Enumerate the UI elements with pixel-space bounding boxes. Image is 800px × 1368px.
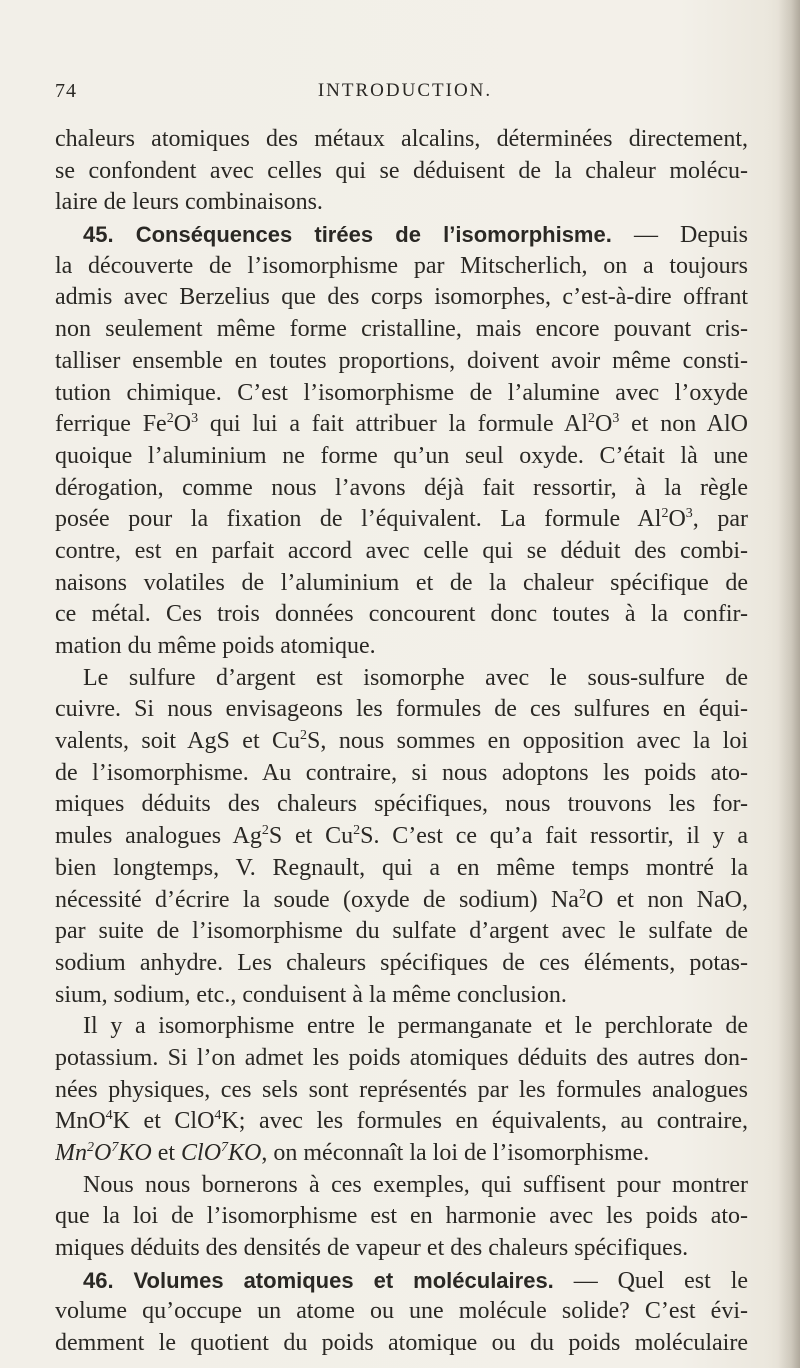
text-line — [55, 885, 748, 917]
text-line — [55, 1106, 748, 1138]
section-title: Volumes atomiques et moléculaires. — [133, 1267, 554, 1293]
section-number: 46. — [83, 1267, 114, 1293]
superscript: 3 — [612, 411, 620, 427]
superscript: 7 — [111, 1140, 119, 1155]
text-line: que la loi de l’isomorphisme est en harmonie avec les poids ato- — [55, 1203, 748, 1230]
text-line: non seulement même forme cristalline, mais encore pouvant cris- — [55, 316, 748, 343]
superscript: 2 — [166, 411, 174, 427]
superscript: 4 — [105, 1108, 113, 1124]
text-line: dérogation, comme nous l’avons déjà fait ressortir, à la règle — [55, 474, 748, 501]
text-span: O et non NaO, — [585, 886, 748, 913]
text-line — [55, 821, 748, 853]
text-span: — Depuis — [611, 222, 748, 249]
text-span: qui lui a fait attribuer la formule Al — [198, 411, 589, 438]
text-span: O — [668, 506, 686, 533]
text-line — [55, 1138, 748, 1170]
text-span: , par — [692, 506, 748, 533]
text-line: talliser ensemble en toutes proportions, doivent avoir même consti- — [55, 347, 748, 374]
text-line — [55, 409, 748, 441]
superscript: 2 — [300, 728, 308, 744]
superscript: 2 — [87, 1140, 94, 1155]
text-line: Le sulfure d’argent est isomorphe avec le sous-sulfure de — [83, 664, 748, 691]
formula-span: O — [94, 1140, 112, 1166]
text-span: S. C’est ce qu’a fait ressortir, il y a — [360, 823, 748, 850]
text-line: contre, est en parfait accord avec celle qui se déduit des combi- — [55, 537, 748, 564]
text-span: O — [173, 411, 192, 438]
text-line: sodium anhydre. Les chaleurs spécifiques de ces éléments, potas- — [55, 949, 748, 976]
text-line: miques déduits des chaleurs spécifiques, nous trouvons les for- — [55, 791, 748, 818]
text-span: K et ClO — [112, 1108, 215, 1135]
text-line: cuivre. Si nous envisageons les formules de ces sulfures en équi- — [55, 696, 748, 723]
section-number: 45. — [83, 222, 114, 248]
superscript: 3 — [685, 506, 693, 522]
superscript: 2 — [588, 411, 596, 427]
text-line: naisons volatiles de l’aluminium et de la chaleur spécifique de — [55, 569, 748, 596]
text-line: volume qu’occupe un atome ou une molécule solide? C’est évi- — [55, 1298, 748, 1325]
text-span: S et Cu — [268, 823, 354, 850]
text-span: K; avec les formules en équivalents, au contraire, — [221, 1108, 748, 1135]
text-line: admis avec Berzelius que des corps isomorphes, c’est-à-dire offrant — [55, 284, 748, 311]
formula-span: KO — [118, 1140, 152, 1166]
formula-span: Mn — [55, 1140, 87, 1166]
text-span: , on méconnaît la loi de l’isomorphisme. — [261, 1140, 650, 1166]
text-span: ferrique Fe — [55, 411, 167, 438]
text-line: bien longtemps, V. Regnault, qui a en même temps montré la — [55, 854, 748, 881]
page-gutter-shadow — [778, 0, 800, 1368]
text-line: potassium. Si l’on admet les poids atomiques déduits des autres don- — [55, 1044, 748, 1071]
superscript: 2 — [661, 506, 669, 522]
text-span: valents, soit AgS et Cu — [55, 728, 301, 755]
text-line: mation du même poids atomique. — [55, 633, 376, 659]
page-number: 74 — [55, 80, 77, 102]
formula-span: ClO — [181, 1140, 222, 1166]
text-line — [55, 504, 748, 536]
section-title: Conséquences tirées de l’isomorphisme. — [135, 222, 612, 248]
text-span: nécessité d’écrire la soude (oxyde de sodium) Na — [55, 886, 579, 913]
running-title: INTRODUCTION. — [317, 80, 493, 101]
superscript: 3 — [191, 411, 199, 427]
superscript: 7 — [221, 1140, 229, 1155]
text-span: S, nous sommes en opposition avec la loi — [307, 728, 748, 755]
text-span: — Quel est le — [553, 1267, 748, 1294]
text-line: tution chimique. C’est l’isomorphisme de l’alumine avec l’oxyde — [55, 379, 748, 406]
superscript: 4 — [214, 1108, 222, 1124]
text-line: Il y a isomorphisme entre le permanganate et le perchlorate de — [83, 1013, 748, 1040]
text-line: miques déduits des densités de vapeur et des chaleurs spécifiques. — [55, 1235, 689, 1262]
text-line: quoique l’aluminium ne forme qu’un seul oxyde. C’était là une — [55, 442, 748, 469]
text-line: Nous nous bornerons à ces exemples, qui suffisent pour montrer — [83, 1171, 748, 1198]
section-46-heading-line — [55, 1265, 748, 1297]
superscript: 2 — [261, 823, 269, 839]
superscript: 2 — [353, 823, 361, 839]
text-line — [55, 726, 748, 758]
text-line: sium, sodium, etc., conduisent à la même conclusion. — [55, 981, 567, 1008]
text-span: posée pour la fixation de l’équivalent. La formule Al — [55, 506, 662, 533]
text-span: et — [151, 1140, 182, 1166]
text-line: laire de leurs combinaisons. — [55, 189, 323, 216]
superscript: 2 — [578, 886, 586, 902]
text-line: chaleurs atomiques des métaux alcalins, déterminées directement, — [55, 126, 748, 152]
text-line: de l’isomorphisme. Au contraire, si nous adoptons les poids ato- — [55, 759, 748, 786]
text-span: et non AlO — [619, 411, 748, 438]
text-line: nées physiques, ces sels sont représentés par les formules analogues — [55, 1076, 748, 1103]
formula-span: KO — [228, 1140, 262, 1166]
text-span: MnO — [55, 1108, 106, 1135]
body-text — [55, 124, 748, 1360]
text-line: ce métal. Ces trois données concourent donc toutes à la confir- — [55, 601, 748, 628]
text-span: O — [595, 411, 613, 438]
page-header — [55, 80, 755, 110]
text-line: demment le quotient du poids atomique ou du poids moléculaire — [55, 1330, 748, 1357]
text-line: par suite de l’isomorphisme du sulfate d’argent avec le sulfate de — [55, 918, 748, 945]
section-45-heading-line — [55, 219, 748, 251]
text-line: se confondent avec celles qui se déduisent de la chaleur molécu- — [55, 157, 748, 184]
text-line: la découverte de l’isomorphisme par Mitscherlich, on a toujours — [55, 252, 748, 279]
text-span: mules analogues Ag — [55, 823, 262, 850]
